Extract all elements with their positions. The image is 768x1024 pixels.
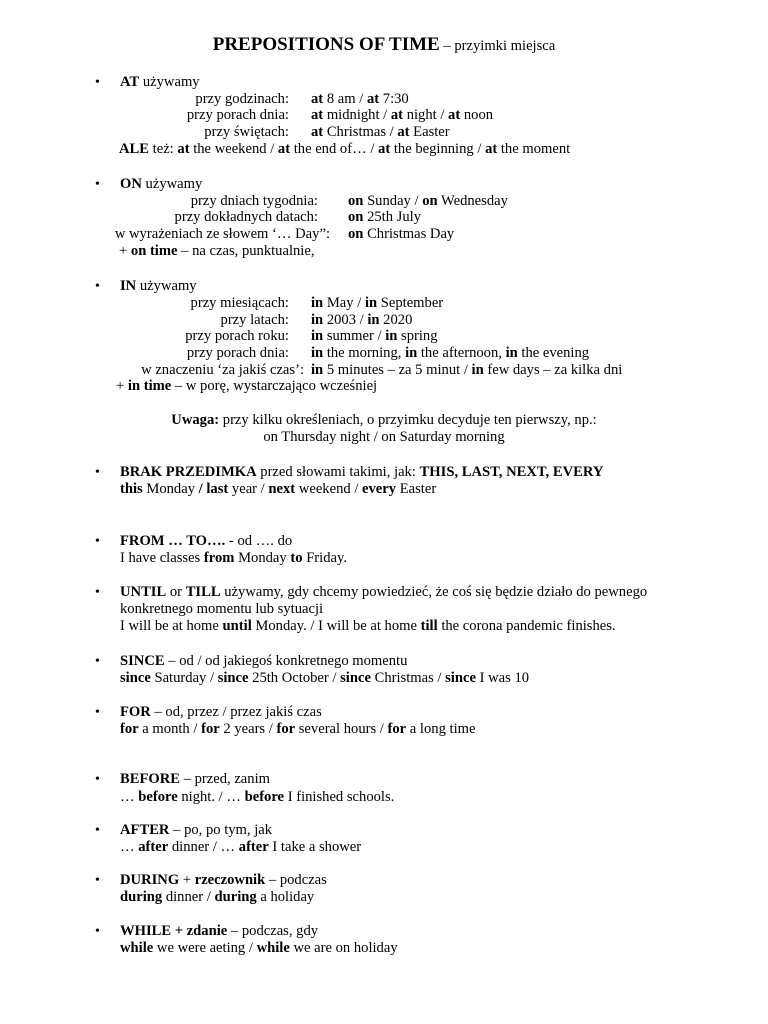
text-run: on Thursday night / on Saturday morning xyxy=(263,429,505,445)
at-example-1 xyxy=(311,107,493,124)
on-example-0 xyxy=(348,193,508,210)
before-line-0 xyxy=(120,771,270,788)
page-title xyxy=(0,34,768,56)
until-line-0 xyxy=(120,584,647,601)
text-run: few days – za kilka dni xyxy=(483,362,623,378)
text-run: 7:30 xyxy=(379,91,409,107)
on-example-2 xyxy=(348,226,454,243)
text-run: dinner / … xyxy=(168,839,239,855)
bullet-while: • xyxy=(95,924,100,939)
text-run: at xyxy=(277,141,291,157)
text-run: ON xyxy=(120,176,142,192)
text-run: till xyxy=(420,618,438,634)
in-example-1 xyxy=(311,312,412,329)
text-run: 5 minutes – za 5 minut / xyxy=(323,362,472,378)
text-run: in xyxy=(367,312,380,328)
text-run: we are on holiday xyxy=(289,940,398,956)
text-run: Sunday / xyxy=(363,193,423,209)
text-run: Saturday / xyxy=(150,670,218,686)
text-run: też: xyxy=(149,141,178,157)
text-run: before xyxy=(244,789,285,805)
in-example-4 xyxy=(311,362,622,379)
at-heading xyxy=(120,74,200,91)
text-run: UNTIL xyxy=(120,584,167,600)
text-run: TILL xyxy=(185,584,221,600)
from-line-0 xyxy=(120,533,292,550)
brak-line-0 xyxy=(120,464,603,481)
bullet-after: • xyxy=(95,823,100,838)
text-run: Christmas / xyxy=(370,670,446,686)
text-run: 8 am / xyxy=(323,91,367,107)
bullet-from: • xyxy=(95,534,100,549)
text-run: in time xyxy=(127,378,172,394)
during-line-0 xyxy=(120,872,327,889)
text-run: BRAK PRZEDIMKA xyxy=(120,464,257,480)
text-run: AFTER xyxy=(120,822,170,838)
text-run: a holiday xyxy=(256,889,315,905)
text-run: I will be at home xyxy=(120,618,223,634)
text-run: on xyxy=(422,193,438,209)
text-run: – przed, zanim xyxy=(180,771,270,787)
in-label-1: przy latach: xyxy=(220,312,289,328)
text-run: … xyxy=(120,789,139,805)
text-run: in xyxy=(471,362,484,378)
at-label-0: przy godzinach: xyxy=(195,91,289,107)
for-line-0 xyxy=(120,704,322,721)
text-run: or xyxy=(166,584,186,600)
text-run: I was 10 xyxy=(475,670,530,686)
text-run: 25th October / xyxy=(248,670,341,686)
title-subtitle: – przyimki miejsca xyxy=(443,38,556,54)
text-run: in xyxy=(311,345,324,361)
text-run: DURING xyxy=(120,872,180,888)
text-run: Uwaga: xyxy=(171,412,220,428)
text-run: Easter xyxy=(396,481,437,497)
text-run: - od …. do xyxy=(225,533,293,549)
in-label-0: przy miesiącach: xyxy=(190,295,289,311)
text-run: BEFORE xyxy=(120,771,181,787)
text-run: rzeczownik xyxy=(194,872,266,888)
bullet-since: • xyxy=(95,654,100,669)
text-run: I have classes xyxy=(120,550,204,566)
since-line-1 xyxy=(120,670,529,687)
text-run: in xyxy=(405,345,418,361)
text-run: at xyxy=(390,107,404,123)
while-line-0 xyxy=(120,923,318,940)
text-run: since xyxy=(445,670,476,686)
text-run: several hours / xyxy=(295,721,388,737)
text-run: 2 years / xyxy=(219,721,277,737)
text-run: in xyxy=(385,328,398,344)
bullet-in: • xyxy=(95,279,100,294)
text-run: Friday. xyxy=(302,550,347,566)
text-run: używamy xyxy=(139,74,200,90)
at-example-2 xyxy=(311,124,450,141)
text-run: – od / od jakiegoś konkretnego momentu xyxy=(164,653,408,669)
text-run: przy kilku określeniach, o przyimku decyduje ten pierwszy, np.: xyxy=(219,412,597,428)
text-run: I take a shower xyxy=(268,839,362,855)
text-run: + xyxy=(119,243,131,259)
text-run: for xyxy=(387,721,407,737)
text-run: night / xyxy=(403,107,449,123)
in-label-2: przy porach roku: xyxy=(185,328,289,344)
text-run: I finished schools. xyxy=(284,789,395,805)
on-extra xyxy=(119,243,315,260)
text-run: during xyxy=(120,889,163,905)
text-run: at xyxy=(177,141,190,157)
text-run: konkretnego momentu lub sytuacji xyxy=(120,601,324,617)
text-run: the evening xyxy=(517,345,590,361)
text-run: the moment xyxy=(497,141,571,157)
text-run: year / xyxy=(228,481,269,497)
at-label-1: przy porach dnia: xyxy=(186,107,289,123)
text-run: the beginning / xyxy=(390,141,486,157)
text-run: 2003 / xyxy=(323,312,368,328)
text-run: at xyxy=(397,124,410,140)
text-run: 25th July xyxy=(363,209,421,225)
text-run: on time xyxy=(130,243,178,259)
on-heading xyxy=(120,176,202,193)
text-run: on xyxy=(348,209,364,225)
bullet-for: • xyxy=(95,705,100,720)
text-run: before xyxy=(138,789,178,805)
text-run: for xyxy=(276,721,296,737)
text-run: – w porę, wystarczająco wcześniej xyxy=(171,378,378,394)
text-run: Christmas / xyxy=(323,124,398,140)
text-run: until xyxy=(222,618,252,634)
text-run: – podczas, gdy xyxy=(227,923,319,939)
bullet-until: • xyxy=(95,585,100,600)
text-run: Monday xyxy=(234,550,291,566)
in-label-4: w znaczeniu ‘za jakiś czas’: xyxy=(141,362,304,378)
text-run: THIS, LAST, NEXT, EVERY xyxy=(419,464,604,480)
text-run: 2020 xyxy=(379,312,413,328)
text-run: the weekend / xyxy=(189,141,278,157)
text-run: dinner / xyxy=(162,889,215,905)
bullet-during: • xyxy=(95,873,100,888)
text-run: after xyxy=(238,839,269,855)
until-line-1 xyxy=(120,601,323,618)
text-run: at xyxy=(485,141,498,157)
text-run: – podczas xyxy=(265,872,327,888)
text-run: / last xyxy=(198,481,229,497)
text-run: every xyxy=(362,481,397,497)
bullet-on: • xyxy=(95,177,100,192)
text-run: SINCE xyxy=(120,653,165,669)
note-line-1 xyxy=(0,412,768,429)
after-line-0 xyxy=(120,822,272,839)
text-run: May / xyxy=(323,295,365,311)
text-run: przed słowami takimi, jak: xyxy=(256,464,420,480)
text-run: spring xyxy=(397,328,438,344)
text-run: używamy, gdy chcemy powiedzieć, że coś się będzie działo do pewnego xyxy=(220,584,648,600)
on-label-1: przy dokładnych datach: xyxy=(174,209,318,225)
text-run: + xyxy=(116,378,128,394)
bullet-at: • xyxy=(95,75,100,90)
text-run: September xyxy=(377,295,444,311)
on-label-0: przy dniach tygodnia: xyxy=(190,193,318,209)
text-run: at xyxy=(311,107,324,123)
text-run: Easter xyxy=(409,124,450,140)
text-run: night. / … xyxy=(177,789,245,805)
text-run: at xyxy=(448,107,461,123)
title-main: PREPOSITIONS OF TIME xyxy=(212,34,440,55)
text-run: in xyxy=(311,362,324,378)
text-run: in xyxy=(364,295,378,311)
in-example-3 xyxy=(311,345,589,362)
text-run: midnight / xyxy=(323,107,391,123)
text-run: during xyxy=(214,889,257,905)
text-run: a long time xyxy=(406,721,476,737)
text-run: … xyxy=(120,839,139,855)
after-line-1 xyxy=(120,839,361,856)
in-heading xyxy=(120,278,197,295)
text-run: next xyxy=(268,481,296,497)
from-line-1 xyxy=(120,550,347,567)
text-run: FOR xyxy=(120,704,151,720)
at-extra xyxy=(119,141,570,158)
at-example-0 xyxy=(311,91,409,108)
text-run: to xyxy=(290,550,303,566)
text-run: on xyxy=(348,193,364,209)
text-run: for xyxy=(120,721,139,737)
text-run: FROM … TO…. xyxy=(120,533,226,549)
text-run: Monday xyxy=(142,481,199,497)
text-run: Wednesday xyxy=(437,193,508,209)
text-run: weekend / xyxy=(295,481,363,497)
text-run: the end of… / xyxy=(290,141,379,157)
until-line-2 xyxy=(120,618,616,635)
text-run: at xyxy=(366,91,380,107)
for-line-1 xyxy=(120,721,475,738)
text-run: + xyxy=(179,872,195,888)
during-line-1 xyxy=(120,889,314,906)
text-run: at xyxy=(311,91,324,107)
text-run: after xyxy=(138,839,169,855)
text-run: noon xyxy=(460,107,494,123)
bullet-before: • xyxy=(95,772,100,787)
in-label-3: przy porach dnia: xyxy=(186,345,289,361)
bullet-brak: • xyxy=(95,465,100,480)
text-run: since xyxy=(120,670,151,686)
text-run: on xyxy=(348,226,364,242)
text-run: Monday. / I will be at home xyxy=(251,618,421,634)
text-run: używamy xyxy=(136,278,197,294)
text-run: at xyxy=(311,124,324,140)
text-run: in xyxy=(311,328,324,344)
note-line-2 xyxy=(0,429,768,446)
before-line-1 xyxy=(120,789,394,806)
on-label-2: w wyrażeniach ze słowem ‘… Day”: xyxy=(114,226,330,242)
brak-line-1 xyxy=(120,481,436,498)
in-example-0 xyxy=(311,295,443,312)
text-run: we were aeting / xyxy=(153,940,257,956)
text-run: summer / xyxy=(323,328,386,344)
on-example-1 xyxy=(348,209,421,226)
text-run: – po, po tym, jak xyxy=(169,822,273,838)
text-run: WHILE + zdanie xyxy=(120,923,228,939)
text-run: ALE xyxy=(119,141,150,157)
text-run: używamy xyxy=(141,176,203,192)
text-run: at xyxy=(378,141,391,157)
since-line-0 xyxy=(120,653,407,670)
text-run: in xyxy=(311,295,324,311)
text-run: a month / xyxy=(138,721,202,737)
text-run: in xyxy=(311,312,324,328)
text-run: since xyxy=(340,670,371,686)
text-run: from xyxy=(203,550,235,566)
text-run: AT xyxy=(120,74,140,90)
text-run: – od, przez / przez jakiś czas xyxy=(150,704,322,720)
text-run: for xyxy=(201,721,220,737)
text-run: – na czas, punktualnie, xyxy=(177,243,315,259)
text-run: while xyxy=(256,940,290,956)
text-run: the corona pandemic finishes. xyxy=(437,618,616,634)
in-example-2 xyxy=(311,328,438,345)
text-run: this xyxy=(120,481,143,497)
in-extra xyxy=(116,378,377,395)
at-label-2: przy świętach: xyxy=(204,124,289,140)
text-run: the morning, xyxy=(323,345,406,361)
text-run: the afternoon, xyxy=(417,345,506,361)
text-run: since xyxy=(217,670,249,686)
text-run: IN xyxy=(120,278,137,294)
text-run: Christmas Day xyxy=(363,226,455,242)
while-line-1 xyxy=(120,940,398,957)
text-run: while xyxy=(120,940,154,956)
text-run: in xyxy=(505,345,518,361)
